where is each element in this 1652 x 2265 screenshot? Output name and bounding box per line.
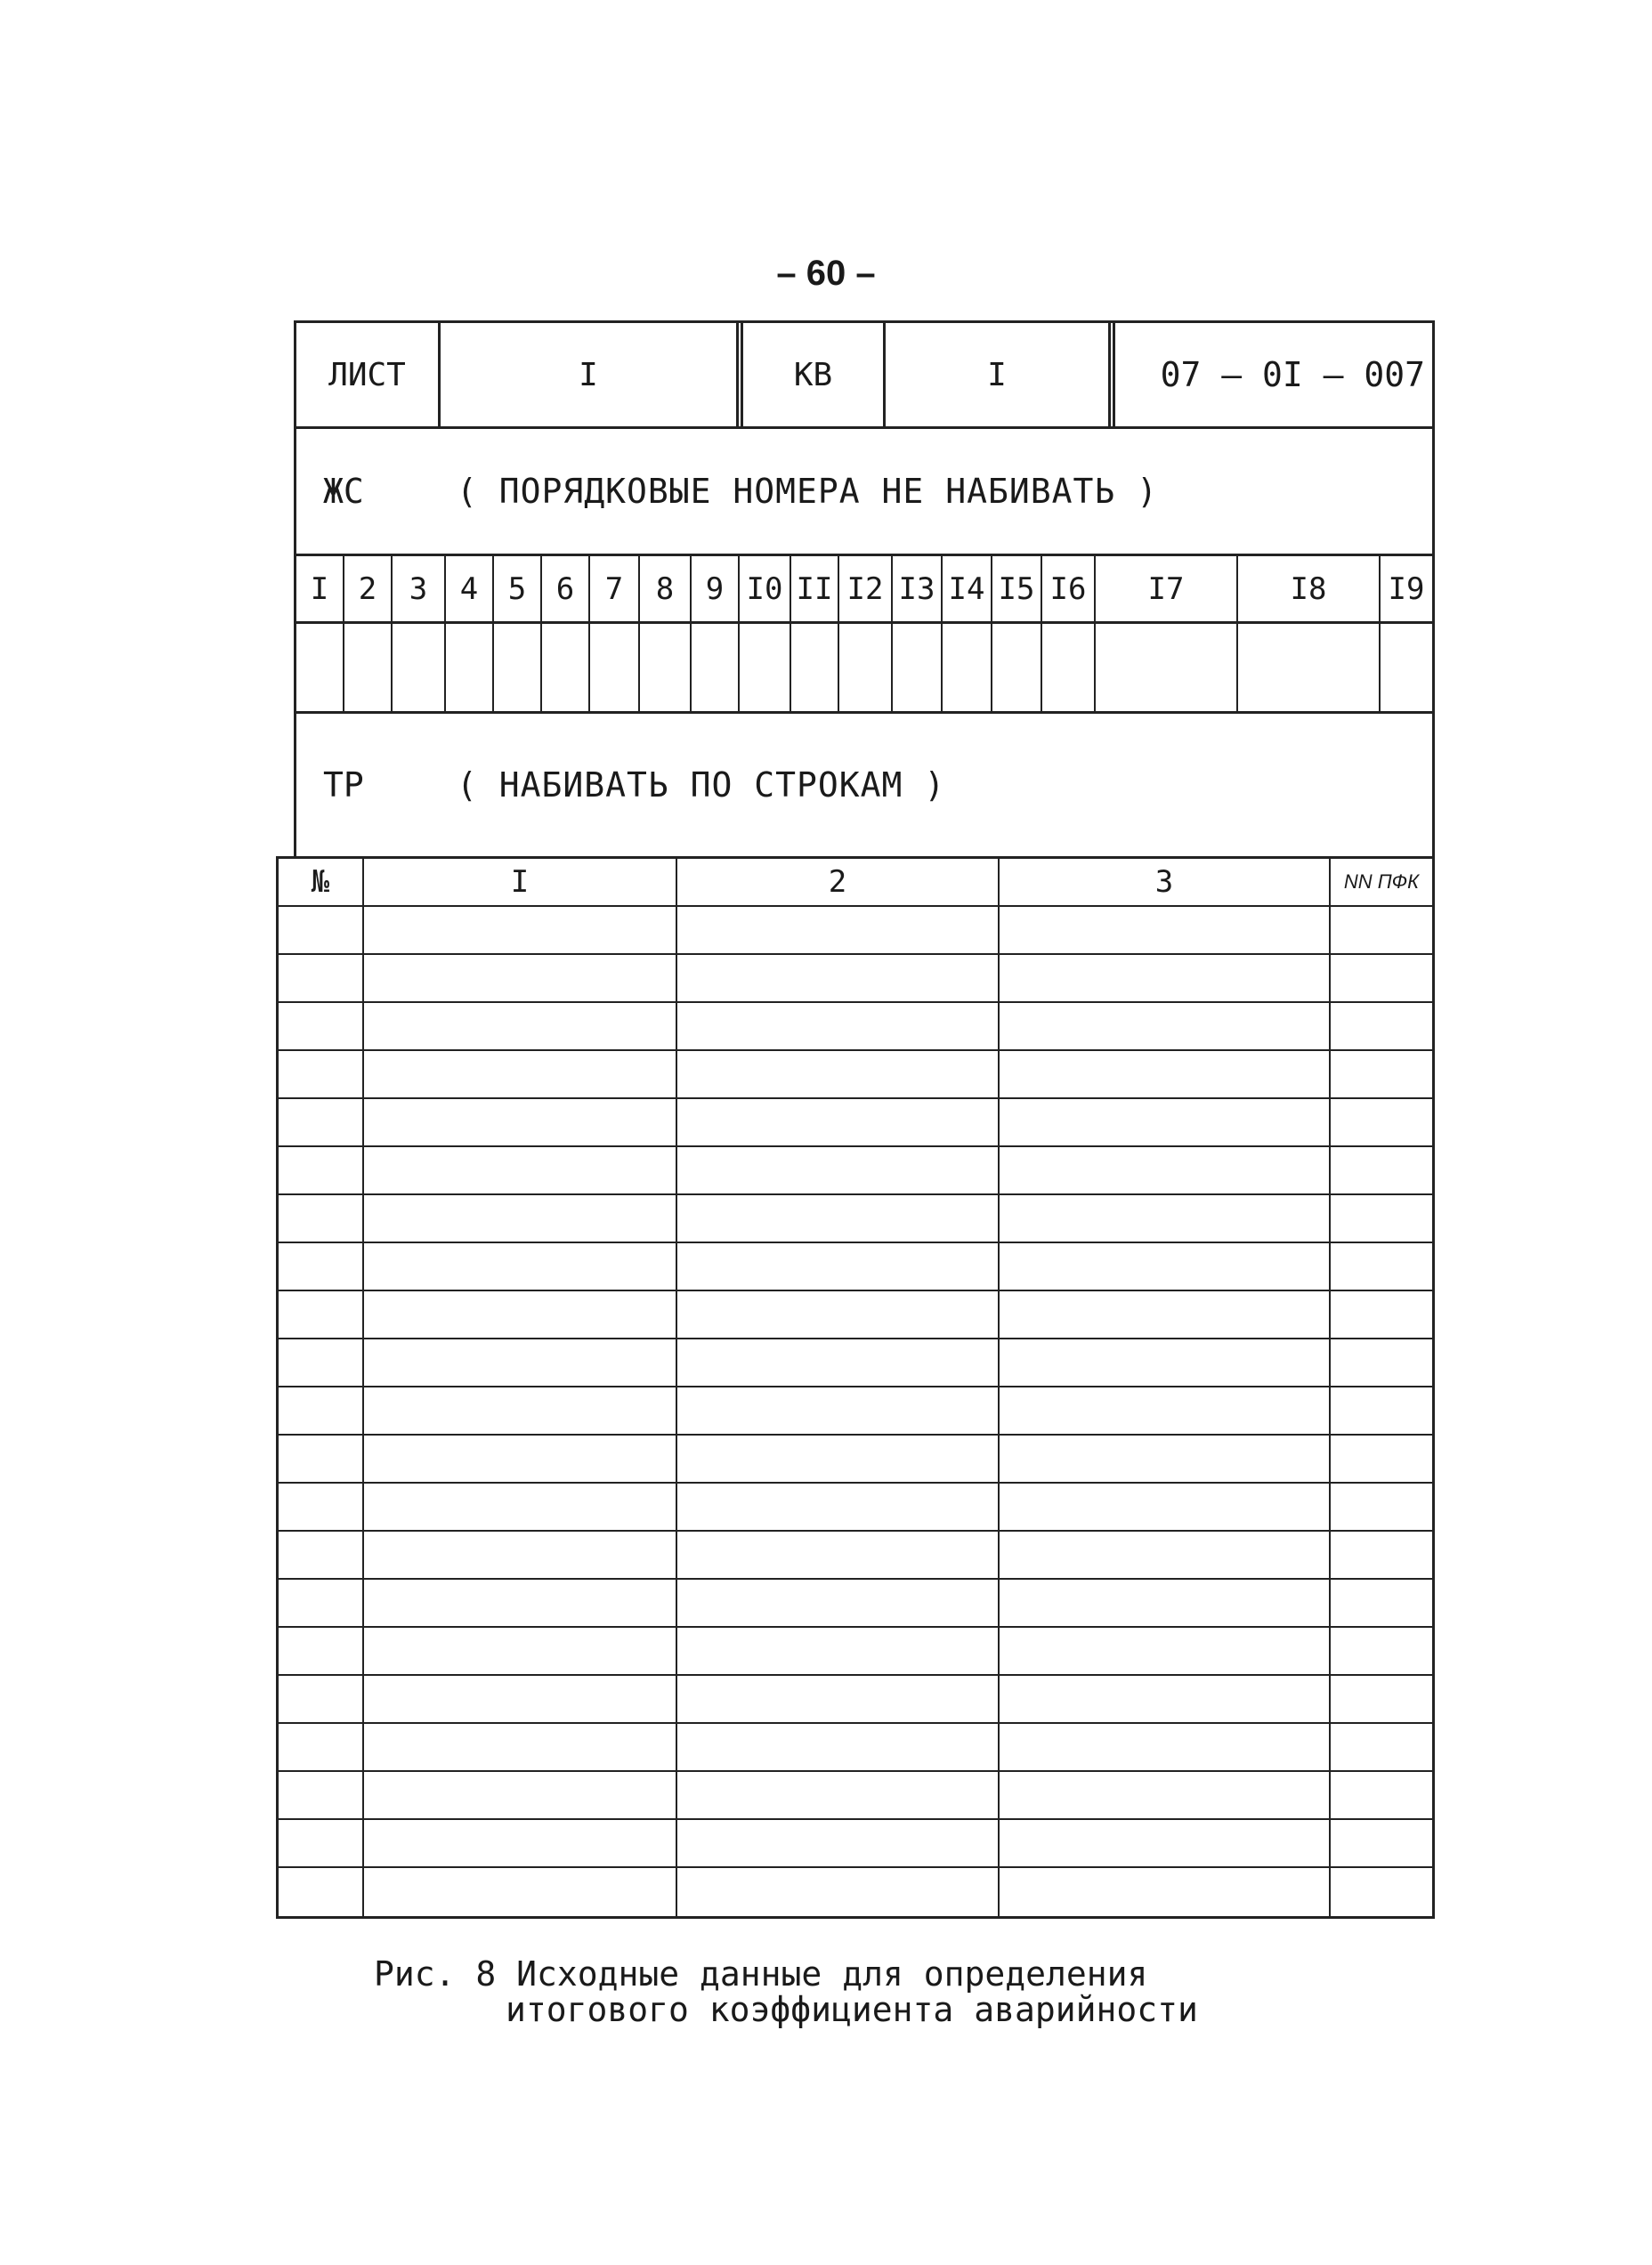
- grid-cell: [1331, 1772, 1432, 1818]
- grid-cell: [677, 1628, 1000, 1674]
- page-number: – 60 –: [776, 254, 876, 293]
- grid-row: [279, 1147, 1432, 1195]
- grid-cell: [1331, 907, 1432, 953]
- grid-cell: [1331, 1532, 1432, 1578]
- grid-cell: [279, 1147, 364, 1193]
- col-header: 6: [542, 556, 590, 621]
- grid-cell: [364, 1243, 677, 1290]
- grid-row: [279, 955, 1432, 1003]
- grid-cell: [1000, 1772, 1331, 1818]
- grid-cell: [1000, 1532, 1331, 1578]
- grid-cell: [364, 1532, 677, 1578]
- grid-row: [279, 1291, 1432, 1339]
- grid-cell: [677, 1339, 1000, 1386]
- col-header: 8: [640, 556, 692, 621]
- grid-cell: [677, 1291, 1000, 1338]
- grid-cell: [279, 1051, 364, 1097]
- grid-cell: [279, 1484, 364, 1530]
- grid-cell: [279, 955, 364, 1001]
- grid-cell: [677, 1580, 1000, 1626]
- grid-row: [279, 1820, 1432, 1868]
- grid-cell: [677, 1099, 1000, 1145]
- grid-cell: [1000, 1628, 1331, 1674]
- grid-cell: [677, 1724, 1000, 1770]
- grid-cell: [1331, 1724, 1432, 1770]
- grid-cell: [677, 1676, 1000, 1722]
- col-header: I3: [893, 556, 943, 621]
- entry-cell: [839, 624, 893, 711]
- grid-cell: [1331, 1099, 1432, 1145]
- grid-cell: [279, 1820, 364, 1866]
- entry-cell: [393, 624, 446, 711]
- grid-row: [279, 1339, 1432, 1387]
- grid-row: [279, 1772, 1432, 1820]
- grid-cell: [364, 1436, 677, 1482]
- grid-cell: [1000, 1436, 1331, 1482]
- grid-cell: [1000, 1724, 1331, 1770]
- lines-grid: [276, 856, 1435, 1919]
- grid-cell: [364, 1147, 677, 1193]
- grid-cell: [364, 907, 677, 953]
- grid-cell: [1331, 1676, 1432, 1722]
- col-header: 4: [446, 556, 494, 621]
- grid-row: [279, 1051, 1432, 1099]
- grid-cell: [364, 1628, 677, 1674]
- entry-cell: [1238, 624, 1381, 711]
- grid-cell: [1331, 1003, 1432, 1049]
- entry-cell: [992, 624, 1042, 711]
- grid-cell: [677, 1532, 1000, 1578]
- grid-row: [279, 1628, 1432, 1676]
- grid-cell: [1000, 1147, 1331, 1193]
- col-header: I4: [943, 556, 992, 621]
- grid-cell: [279, 907, 364, 953]
- grid-cell: [364, 1195, 677, 1242]
- section1-columns: [294, 554, 1435, 621]
- section1-band: [294, 429, 1435, 554]
- grid-row: [279, 1532, 1432, 1580]
- col-header: 3: [393, 556, 446, 621]
- grid-cell: [364, 955, 677, 1001]
- grid-cell: [677, 907, 1000, 953]
- col-header: I6: [1042, 556, 1096, 621]
- grid-cell: [1000, 1484, 1331, 1530]
- grid-cell: [677, 955, 1000, 1001]
- grid-row: [279, 1580, 1432, 1628]
- col-header: I9: [1388, 570, 1425, 607]
- header-row: [294, 320, 1435, 429]
- grid-cell: [677, 1051, 1000, 1097]
- grid-cell: [279, 1195, 364, 1242]
- grid-cell: [1331, 1868, 1432, 1916]
- grid-cell: [1000, 1195, 1331, 1242]
- col-header: I7: [1096, 556, 1238, 621]
- col-header: I: [296, 556, 344, 621]
- grid-cell: [364, 1051, 677, 1097]
- section2-note: ( НАБИВАТЬ ПО СТРОКАМ ): [457, 765, 946, 805]
- grid-cell: [677, 1195, 1000, 1242]
- grid-cell: [1331, 1051, 1432, 1097]
- grid-cell: [364, 1724, 677, 1770]
- grid-cell: [279, 1387, 364, 1434]
- grid-cell: [1000, 955, 1331, 1001]
- grid-col-2: 2: [677, 859, 1000, 905]
- grid-cell: [1331, 1436, 1432, 1482]
- grid-cell: [677, 1772, 1000, 1818]
- grid-row: [279, 1484, 1432, 1532]
- grid-cell: [279, 1003, 364, 1049]
- col-header: 9: [692, 556, 740, 621]
- section1-label: ЖС: [323, 472, 364, 511]
- section2-label: ТР: [323, 765, 364, 805]
- grid-cell: [1331, 1339, 1432, 1386]
- section1-entry-row: [294, 621, 1435, 714]
- data-entry-form: [294, 320, 1435, 856]
- grid-cell: [1331, 1147, 1432, 1193]
- grid-cell: [364, 1003, 677, 1049]
- grid-cell: [279, 1868, 364, 1916]
- grid-cell: [364, 1099, 677, 1145]
- grid-cell: [677, 1868, 1000, 1916]
- grid-cell: [1000, 1243, 1331, 1290]
- grid-row: [279, 1676, 1432, 1724]
- grid-cell: [1000, 1820, 1331, 1866]
- grid-row: [279, 1868, 1432, 1916]
- grid-col-1: I: [364, 859, 677, 905]
- grid-cell: [279, 1291, 364, 1338]
- grid-cell: [1331, 1820, 1432, 1866]
- col-header: 2: [344, 556, 393, 621]
- grid-cell: [1331, 1387, 1432, 1434]
- grid-header: [279, 859, 1432, 907]
- grid-cell: [364, 1772, 677, 1818]
- entry-cell: [1042, 624, 1096, 711]
- grid-cell: [677, 1243, 1000, 1290]
- entry-cell: [943, 624, 992, 711]
- grid-cell: [364, 1484, 677, 1530]
- kv-label: КВ: [743, 323, 886, 426]
- grid-cell: [1331, 1243, 1432, 1290]
- grid-cell: [1331, 1580, 1432, 1626]
- col-header: 7: [590, 556, 640, 621]
- col-header: I8: [1238, 556, 1381, 621]
- grid-cell: [364, 1339, 677, 1386]
- entry-cell: [1381, 624, 1432, 711]
- grid-row: [279, 1436, 1432, 1484]
- caption-line-2: итогового коэффициента аварийности: [506, 1990, 1198, 2029]
- grid-cell: [1000, 1003, 1331, 1049]
- entry-cell: [893, 624, 943, 711]
- grid-cell: [1000, 907, 1331, 953]
- col-header: I2: [839, 556, 893, 621]
- grid-row: [279, 1195, 1432, 1243]
- col-header: I5: [992, 556, 1042, 621]
- entry-cell: [446, 624, 494, 711]
- caption-line-1: Рис. 8 Исходные данные для определения: [374, 1954, 1148, 1994]
- grid-cell: [364, 1580, 677, 1626]
- grid-row: [279, 1724, 1432, 1772]
- grid-cell: [364, 1291, 677, 1338]
- grid-row: [279, 907, 1432, 955]
- entry-cell: [692, 624, 740, 711]
- entry-cell: [740, 624, 791, 711]
- grid-cell: [364, 1676, 677, 1722]
- grid-cell: [279, 1676, 364, 1722]
- grid-cell: [1000, 1051, 1331, 1097]
- entry-cell: [640, 624, 692, 711]
- grid-cell: [279, 1580, 364, 1626]
- entry-cell: [791, 624, 839, 711]
- grid-cell: [1331, 1291, 1432, 1338]
- figure-caption: [374, 1956, 1198, 2027]
- section1-note: ( ПОРЯДКОВЫЕ НОМЕРА НЕ НАБИВАТЬ ): [457, 472, 1158, 511]
- grid-cell: [677, 1436, 1000, 1482]
- grid-cell: [1000, 1291, 1331, 1338]
- grid-cell: [1000, 1676, 1331, 1722]
- grid-col-nn-pfk: NN ПФК: [1343, 870, 1420, 893]
- grid-cell: [279, 1436, 364, 1482]
- grid-cell: [1000, 1580, 1331, 1626]
- grid-cell: [279, 1724, 364, 1770]
- grid-cell: [364, 1868, 677, 1916]
- grid-col-3: 3: [1000, 859, 1331, 905]
- grid-cell: [1000, 1339, 1331, 1386]
- grid-cell: [279, 1772, 364, 1818]
- grid-row: [279, 1243, 1432, 1291]
- grid-cell: [677, 1147, 1000, 1193]
- grid-cell: [279, 1099, 364, 1145]
- entry-cell: [1096, 624, 1238, 711]
- grid-cell: [279, 1532, 364, 1578]
- list-value: I: [441, 323, 743, 426]
- col-header: 5: [494, 556, 542, 621]
- kv-value: I: [886, 323, 1115, 426]
- grid-cell: [677, 1387, 1000, 1434]
- col-header: II: [791, 556, 839, 621]
- grid-row: [279, 1003, 1432, 1051]
- entry-cell: [542, 624, 590, 711]
- section2-band: [294, 714, 1435, 856]
- entry-cell: [494, 624, 542, 711]
- grid-cell: [279, 1339, 364, 1386]
- grid-cell: [677, 1003, 1000, 1049]
- grid-cell: [1331, 1628, 1432, 1674]
- grid-cell: [1331, 1195, 1432, 1242]
- grid-row: [279, 1099, 1432, 1147]
- grid-col-number: №: [279, 859, 364, 905]
- grid-cell: [364, 1820, 677, 1866]
- grid-cell: [1000, 1387, 1331, 1434]
- grid-cell: [677, 1484, 1000, 1530]
- grid-cell: [1000, 1099, 1331, 1145]
- form-code: 07 – 0I – 007: [1160, 355, 1425, 394]
- grid-cell: [1000, 1868, 1331, 1916]
- grid-cell: [279, 1628, 364, 1674]
- grid-row: [279, 1387, 1432, 1436]
- entry-cell: [590, 624, 640, 711]
- list-label: ЛИСТ: [296, 323, 441, 426]
- entry-cell: [344, 624, 393, 711]
- col-header: I0: [740, 556, 791, 621]
- grid-cell: [1331, 955, 1432, 1001]
- grid-cell: [1331, 1484, 1432, 1530]
- grid-cell: [279, 1243, 364, 1290]
- grid-cell: [364, 1387, 677, 1434]
- grid-cell: [677, 1820, 1000, 1866]
- entry-cell: [296, 624, 344, 711]
